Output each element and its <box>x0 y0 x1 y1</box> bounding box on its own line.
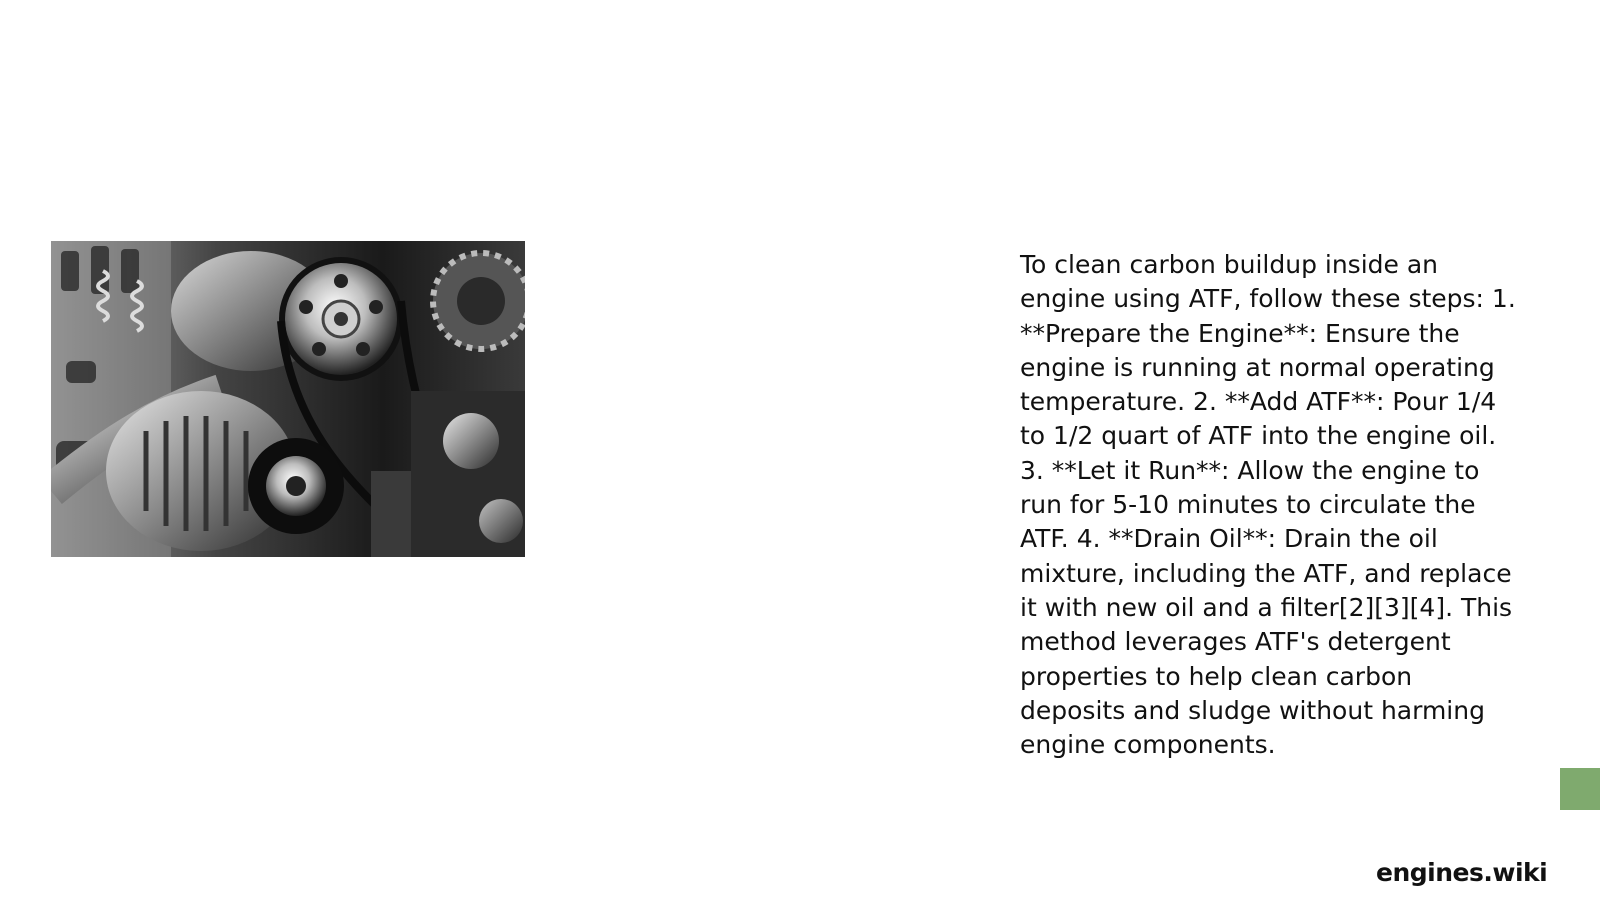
article-paragraph: To clean carbon buildup inside an engine using ATF, follow these steps: 1. **Prepare the Engine**: Ensure the engine is running at normal operating temperature. 2. **Add ATF**: Pour 1/4 to 1/2 quart of ATF into the engine oil. 3. **Let it Run**: Allow the engine to run for 5-10 minutes to circulate the ATF. 4. **Drain Oil**: Drain the oil mixture, including the ATF, and replace it with new oil and a filter[2][3][4]. This method leverages ATF's detergent properties to help clean carbon deposits and sludge without harming engine components. <box>1020 250 1516 760</box>
accent-square <box>1560 768 1600 810</box>
engine-photo-icon <box>51 241 525 557</box>
site-brand[interactable]: engines.wiki <box>1376 858 1548 887</box>
engine-photo <box>51 241 525 557</box>
